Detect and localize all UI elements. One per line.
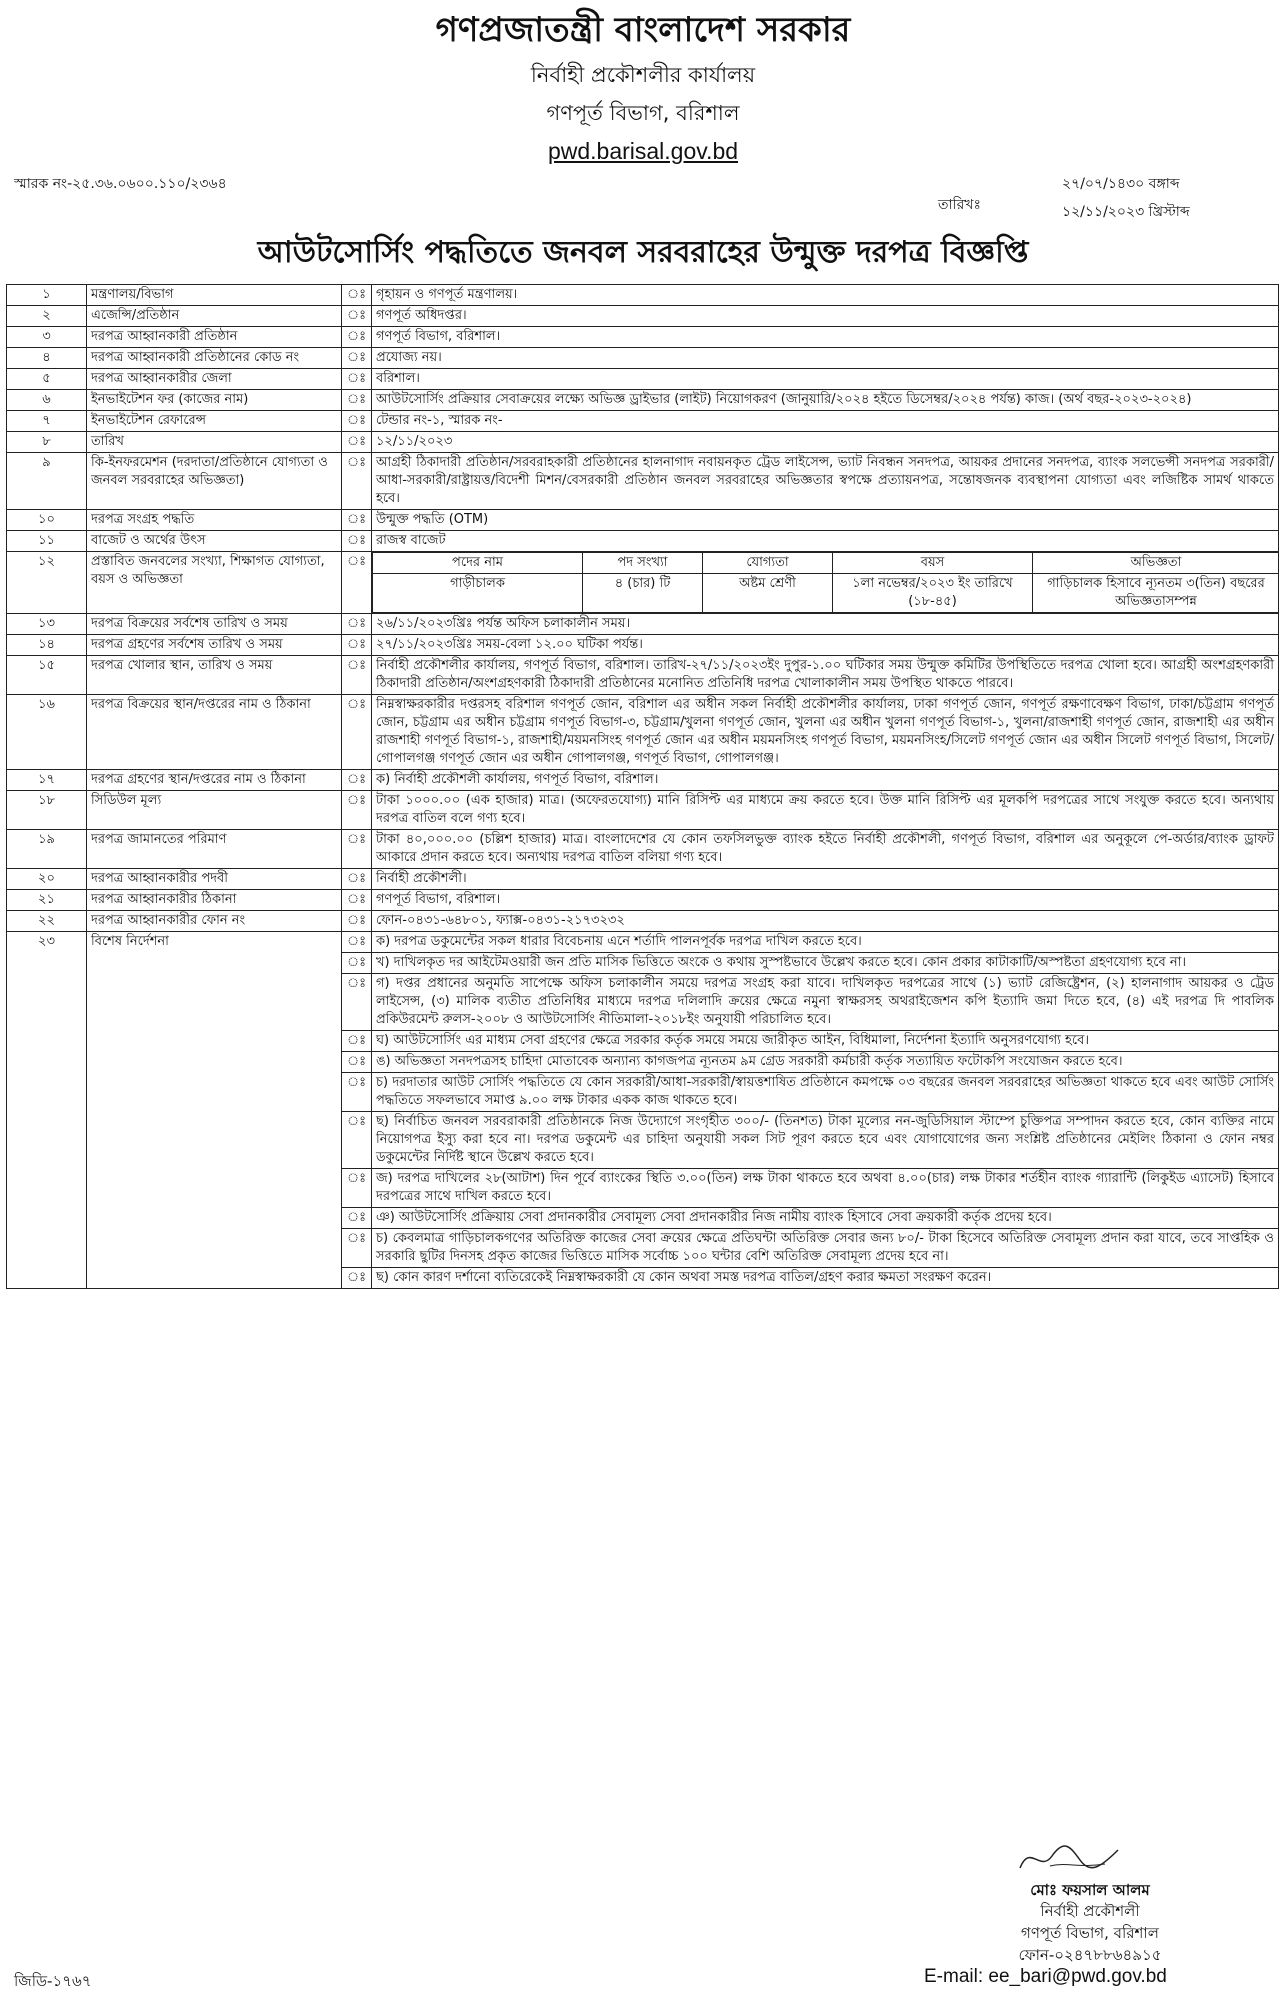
table-row [7,531,1279,552]
field-label: দরপত্র খোলার স্থান, তারিখ ও সময় [87,656,342,695]
colon-separator: ঃ [342,453,372,510]
table-row [7,306,1279,327]
table-row [7,791,1279,830]
table-row [7,656,1279,695]
serial-number: ১ [7,285,87,306]
field-label: মন্ত্রণালয়/বিভাগ [87,285,342,306]
colon-separator: ঃ [342,1208,372,1229]
serial-number: ১৫ [7,656,87,695]
special-instruction: খ) দাখিলকৃত দর আইটেমওয়ারী জন প্রতি মাসিক ভিত্তিতে অংকে ও কথায় সুস্পষ্টভাবে উল্লেখ করতে হবে। কোন প্রকার কাটাকাটি/অস্পষ্টতা গ্রহণযোগ্য হবে না। [372,953,1279,974]
table-row [7,911,1279,932]
manpower-data-row [373,574,1279,613]
field-label: কি-ইনফরমেশন (দরদাতা/প্রতিষ্ঠানে যোগ্যতা ও জনবল সরবরাহের অভিজ্ঞতা) [87,453,342,510]
serial-number: ৭ [7,411,87,432]
special-instruction: জ) দরপত্র দাখিলের ২৮(আটাশ) দিন পূর্বে ব্যাংকের স্থিতি ৩.০০(তিন) লক্ষ টাকা থাকতে হবে অথবা ৪.০০(চার) লক্ষ টাকার শর্তহীন ব্যাংক গ্যারান্টি (লিকুইড এ্যাসেট) হিসাবে দরপত্রের সাথে দাখিল করতে হবে। [372,1169,1279,1208]
field-label: দরপত্র জামানতের পরিমাণ [87,830,342,869]
serial-number: ২৩ [7,932,87,1289]
serial-number: ২০ [7,869,87,890]
manpower-table [372,552,1279,613]
memo-number: স্মারক নং-২৫.৩৬.০৬০০.১১০/২৩৬৪ [14,176,227,192]
signature-graphic [1010,1838,1130,1878]
field-label: এজেন্সি/প্রতিষ্ঠান [87,306,342,327]
colon-separator: ঃ [342,1073,372,1112]
special-instruction: ছ) কোন কারণ দর্শানো ব্যতিরেকেই নিম্নস্বাক্ষরকারী যে কোন অথবা সমস্ত দরপত্র বাতিল/গ্রহণ করার ক্ষমতা সংরক্ষণ করেন। [372,1268,1279,1289]
colon-separator: ঃ [342,432,372,453]
table-row [7,770,1279,791]
serial-number: ১১ [7,531,87,552]
colon-separator: ঃ [342,1268,372,1289]
table-row [7,369,1279,390]
colon-separator: ঃ [342,552,372,614]
serial-number: ৪ [7,348,87,369]
field-label: দরপত্র বিক্রয়ের স্থান/দপ্তরের নাম ও ঠিকানা [87,695,342,770]
serial-number: ১০ [7,510,87,531]
field-value: রাজস্ব বাজেট [372,531,1279,552]
field-value: টাকা ৪০,০০০.০০ (চল্লিশ হাজার) মাত্র। বাংলাদেশের যে কোন তফসিলভুক্ত ব্যাংক হইতে নির্বাহী প্রকৌশলী, গণপূর্ত বিভাগ, বরিশাল এর অনুকূলে পে-অর্ডার/ব্যাংক ড্রাফট আকারে প্রদান করতে হবে। অন্যথায় দরপত্র বাতিল বলিয়া গণ্য হবে। [372,830,1279,869]
field-label: তারিখ [87,432,342,453]
colon-separator: ঃ [342,306,372,327]
manpower-cell-value: গাড়ীচালক [373,574,583,613]
field-value: ১২/১১/২০২৩ [372,432,1279,453]
special-instruction: ক) দরপত্র ডকুমেন্টের সকল ধারার বিবেচনায় এনে শর্তাদি পালনপূর্বক দরপত্র দাখিল করতে হবে। [372,932,1279,953]
table-row [7,635,1279,656]
manpower-header: পদ সংখ্যা [583,553,703,574]
manpower-header: যোগ্যতা [703,553,833,574]
field-value: নির্বাহী প্রকৌশলীর কার্যালয়, গণপূর্ত বিভাগ, বরিশাল। তারিখ-২৭/১১/২০২৩ইং দুপুর-১.০০ ঘটিকার সময় উন্মুক্ত কমিটির উপস্থিতিতে দরপত্র খোলা হবে। আগ্রহী অংশগ্রহণকারী ঠিকাদারী প্রতিষ্ঠান/অংশগ্রহণকারী ঠিকাদারী প্রতিষ্ঠানের মনোনিত প্রতিনিধি দরপত্র খোলাকালীন সময় উপস্থিত থাকতে পারবে। [372,656,1279,695]
field-value: প্রযোজ্য নয়। [372,348,1279,369]
field-value: গৃহায়ন ও গণপূর্ত মন্ত্রণালয়। [372,285,1279,306]
special-instruction: ঞ) আউটসোর্সিং প্রক্রিয়ায় সেবা প্রদানকারীর সেবামূল্য সেবা প্রদানকারীর নিজ নামীয় ব্যাংক হিসাবে সেবা ক্রয়কারী কর্তৃক প্রদেয় হবে। [372,1208,1279,1229]
department-name: গণপূর্ত বিভাগ, বরিশাল [546,101,740,125]
serial-number: ১৭ [7,770,87,791]
field-value: গণপূর্ত বিভাগ, বরিশাল। [372,890,1279,911]
field-label: দরপত্র বিক্রয়ের সর্বশেষ তারিখ ও সময় [87,614,342,635]
serial-number: ১৬ [7,695,87,770]
serial-number: ১৯ [7,830,87,869]
colon-separator: ঃ [342,327,372,348]
field-label: প্রস্তাবিত জনবলের সংখ্যা, শিক্ষাগত যোগ্যতা, বয়স ও অভিজ্ঞতা [87,552,342,614]
colon-separator: ঃ [342,890,372,911]
serial-number: ২ [7,306,87,327]
government-title: গণপ্রজাতন্ত্রী বাংলাদেশ সরকার [435,10,851,50]
field-label: দরপত্র গ্রহণের স্থান/দপ্তরের নাম ও ঠিকানা [87,770,342,791]
manpower-header: পদের নাম [373,553,583,574]
date-bangla: ২৭/০৭/১৪৩০ বঙ্গাব্দ [1062,176,1180,192]
colon-separator: ঃ [342,510,372,531]
field-label: দরপত্র আহ্বানকারীর ফোন নং [87,911,342,932]
field-label: দরপত্র আহ্বানকারীর জেলা [87,369,342,390]
colon-separator: ঃ [342,791,372,830]
colon-separator: ঃ [342,369,372,390]
special-instruction: গ) দপ্তর প্রধানের অনুমতি সাপেক্ষে অফিস চলাকালীন সময়ে দরপত্র সংগ্রহ করা যাবে। দাখিলকৃত দরপত্রের সাথে (১) ভ্যাট রেজিষ্ট্রেশন, (২) হালনাগাদ আয়কর ও ট্রেড লাইসেন্স, (৩) মালিক ব্যতীত প্রতিনিধির মাধ্যমে দরপত্র দলিলাদি ক্রয়ের ক্ষেত্রে নমুনা স্বাক্ষরসহ অথরাইজেশন কপি ইত্যাদি জমা দিতে হবে, (৪) এই দরপত্র দি পাবলিক প্রকিউরমেন্ট রুলস-২০০৮ ও আউটসোর্সিং নীতিমালা-২০১৮ইং অনুযায়ী পরিচালিত হবে। [372,974,1279,1031]
colon-separator: ঃ [342,770,372,791]
serial-number: ৬ [7,390,87,411]
field-label: দরপত্র আহ্বানকারী প্রতিষ্ঠানের কোড নং [87,348,342,369]
website-link[interactable]: pwd.barisal.gov.bd [547,138,739,164]
colon-separator: ঃ [342,1112,372,1169]
colon-separator: ঃ [342,974,372,1031]
gd-code: জিডি-১৭৬৭ [14,1972,92,1990]
field-value: গণপূর্ত বিভাগ, বরিশাল। [372,327,1279,348]
field-value: নির্বাহী প্রকৌশলী। [372,869,1279,890]
table-row-manpower [7,552,1279,614]
colon-separator: ঃ [342,830,372,869]
field-value: নিম্নস্বাক্ষরকারীর দপ্তরসহ বরিশাল গণপূর্ত জোন, বরিশাল এর অধীন সকল নির্বাহী প্রকৌশলীর কার্যালয়, ঢাকা গণপূর্ত জোন, গণপূর্ত রক্ষণাবেক্ষণ বিভাগ, ঢাকা/চট্টগ্রাম গণপূর্ত জোন, চট্টগ্রাম এর অধীন চট্টগ্রাম গণপূর্ত বিভাগ-৩, চট্টগ্রাম/খুলনা গণপূর্ত জোন, খুলনা এর অধীন খুলনা গণপূর্ত বিভাগ-১, খুলনা/রাজশাহী গণপূর্ত জোন, রাজশাহী এর অধীন রাজশাহী গণপূর্ত বিভাগ-১, রাজশাহী/ময়মনসিংহ গণপূর্ত জোন এর অধীন ময়মনসিংহ গণপূর্ত বিভাগ, ময়মনসিংহ/সিলেট গণপূর্ত জোন এর অধীন সিলেট গণপূর্ত বিভাগ, সিলেট/গোপালগঞ্জ গণপূর্ত জোন এর অধীন গোপালগঞ্জ, গণপূর্ত বিভাগ, গোপালগঞ্জ। [372,695,1279,770]
field-label: ইনভাইটেশন রেফারেন্স [87,411,342,432]
field-value: আউটসোর্সিং প্রক্রিয়ার সেবাক্রয়ের লক্ষ্যে অভিজ্ঞ ড্রাইভার (লাইট) নিয়োগকরণ (জানুয়ারি/২০২৪ হইতে ডিসেম্বর/২০২৪ পর্যন্ত) কাজ। (অর্থ বছর-২০২৩-২০২৪) [372,390,1279,411]
serial-number: ২১ [7,890,87,911]
field-value: ফোন-০৪৩১-৬৪৮০১, ফ্যাক্স-০৪৩১-২১৭৩২৩২ [372,911,1279,932]
serial-number: ৩ [7,327,87,348]
manpower-cell-value: গাড়িচালক হিসাবে ন্যূনতম ৩(তিন) বছরের অভিজ্ঞতাসম্পন্ন [1033,574,1279,613]
colon-separator: ঃ [342,932,372,953]
colon-separator: ঃ [342,869,372,890]
colon-separator: ঃ [342,1031,372,1052]
field-label: সিডিউল মূল্য [87,791,342,830]
field-label: দরপত্র আহ্বানকারীর ঠিকানা [87,890,342,911]
field-value: ২৬/১১/২০২৩খ্রিঃ পর্যন্ত অফিস চলাকালীন সময়। [372,614,1279,635]
field-label: বাজেট ও অর্থের উৎস [87,531,342,552]
colon-separator: ঃ [342,635,372,656]
date-english: ১২/১১/২০২৩ খ্রিস্টাব্দ [1062,204,1190,220]
colon-separator: ঃ [342,1052,372,1073]
field-label: দরপত্র আহ্বানকারী প্রতিষ্ঠান [87,327,342,348]
serial-number: ১৩ [7,614,87,635]
colon-separator: ঃ [342,695,372,770]
date-label: তারিখঃ [938,197,981,213]
manpower-cell-value: ১লা নভেম্বর/২০২৩ ইং তারিখে (১৮-৪৫) [833,574,1033,613]
table-row [7,411,1279,432]
colon-separator: ঃ [342,285,372,306]
field-value: গণপূর্ত অধিদপ্তর। [372,306,1279,327]
colon-separator: ঃ [342,348,372,369]
table-row [7,510,1279,531]
table-row [7,327,1279,348]
field-value: আগ্রহী ঠিকাদারী প্রতিষ্ঠান/সরবরাহকারী প্রতিষ্ঠানের হালনাগাদ নবায়নকৃত ট্রেড লাইসেন্স, ভ্যাট নিবন্ধন সনদপত্র, আয়কর প্রদানের সনদপত্র, ব্যাংক সলভেন্সী সনদপত্র সরকারী/আধা-সরকারী/রাষ্ট্রায়ত্ত/বিদেশী মিশন/বেসরকারী প্রতিষ্ঠান জনবল সরবরাহের অভিজ্ঞতার স্বপক্ষে প্রত্যায়নপত্র, সন্তোষজনক ব্যবস্থাপনা যোগ্যতা এবং লজিষ্টিক সামর্থ থাকতে হবে। [372,453,1279,510]
manpower-header-row [373,553,1279,574]
colon-separator: ঃ [342,531,372,552]
colon-separator: ঃ [342,1169,372,1208]
serial-number: ৫ [7,369,87,390]
manpower-header: অভিজ্ঞতা [1033,553,1279,574]
signatory-designation: নির্বাহী প্রকৌশলী [1040,1902,1140,1920]
colon-separator: ঃ [342,390,372,411]
special-instruction: চ) দরদাতার আউট সোর্সিং পদ্ধতিতে যে কোন সরকারী/আধা-সরকারী/স্বায়ত্তশাষিত প্রতিষ্ঠানে কমপক্ষে ০৩ বছরের জনবল সরবরাহের অভিজ্ঞতা থাকতে হবে এবং আউট সোর্সিং পদ্ধতিতে সফলভাবে সমাপ্ত ৯.০০ লক্ষ টাকার একক কাজ থাকতে হবে। [372,1073,1279,1112]
table-row [7,348,1279,369]
field-label: ইনভাইটেশন ফর (কাজের নাম) [87,390,342,411]
colon-separator: ঃ [342,614,372,635]
special-instruction-row [7,932,1279,953]
table-row [7,830,1279,869]
field-value: ক) নির্বাহী প্রকৌশলী কার্যালয়, গণপূর্ত বিভাগ, বরিশাল। [372,770,1279,791]
notice-table [6,284,1279,1289]
special-instruction: ঘ) আউটসোর্সিং এর মাধ্যম সেবা গ্রহণের ক্ষেত্রে সরকার কর্তৃক সময়ে সময়ে জারীকৃত আইন, বিধিমালা, নির্দেশনা ইত্যাদি অনুসরণযোগ্য হবে। [372,1031,1279,1052]
table-row [7,390,1279,411]
field-value: টাকা ১০০০.০০ (এক হাজার) মাত্র। (অফেরতযোগ্য) মানি রিসিপ্ট এর মাধ্যমে ক্রয় করতে হবে। উক্ত মানি রিসিপ্ট এর মূলকপি দরপত্রের সাথে সংযুক্ত করতে হবে। অন্যথায় দরপত্র বাতিল বলে গণ্য হবে। [372,791,1279,830]
signatory-phone: ফোন-০২৪৭৮৮৬৪৯১৫ [1018,1946,1162,1964]
table-row [7,285,1279,306]
manpower-header: বয়স [833,553,1033,574]
colon-separator: ঃ [342,656,372,695]
serial-number: ৮ [7,432,87,453]
special-instruction: ঙ) অভিজ্ঞতা সনদপত্রসহ চাহিদা মোতাবেক অন্যান্য কাগজপত্র ন্যূনতম ৯ম গ্রেড সরকারী কর্মচারী কর্তৃক সত্যায়িত ফটোকপি সংযোজন করতে হবে। [372,1052,1279,1073]
manpower-cell-value: ৪ (চার) টি [583,574,703,613]
serial-number: ১৮ [7,791,87,830]
signatory-office: গণপূর্ত বিভাগ, বরিশাল [1021,1924,1159,1942]
signatory-name: মোঃ ফয়সাল আলম [1030,1881,1150,1899]
notice-title: আউটসোর্সিং পদ্ধতিতে জনবল সরবরাহের উন্মুক্ত দরপত্র বিজ্ঞপ্তি [257,235,1029,270]
table-row [7,869,1279,890]
office-name: নির্বাহী প্রকৌশলীর কার্যালয় [530,63,756,87]
colon-separator: ঃ [342,911,372,932]
field-label: দরপত্র আহ্বানকারীর পদবী [87,869,342,890]
special-instruction: চ) কেবলমাত্র গাড়িচালকগণের অতিরিক্ত কাজের সেবা ক্রয়ের ক্ষেত্রে প্রতিঘন্টা অতিরিক্ত সেবার জন্য ৮০/- টাকা হিসেবে অতিরিক্ত সেবামূল্য প্রদান করা যাবে, তবে সাপ্তহিক ও সরকারি ছুটির দিনসহ প্রকৃত কাজের ভিত্তিতে মাসিক সর্বোচ্চ ১০০ ঘন্টার বেশি অতিরিক্ত সেবামূল্য প্রদেয় হবে না। [372,1229,1279,1268]
table-row [7,695,1279,770]
contact-email[interactable]: E-mail: ee_bari@pwd.gov.bd [924,1966,1167,1987]
special-instruction: ছ) নির্বাচিত জনবল সরবরাকারী প্রতিষ্ঠানকে নিজ উদ্যোগে সংগৃহীত ৩০০/- (তিনশত) টাকা মূল্যের নন-জুডিসিয়াল স্টাম্পে চুক্তিপত্র সম্পাদন করতে হবে, কোন ব্যক্তির নামে নিয়োগপত্র ইস্যু করা হবে না। দরপত্র ডকুমেন্ট এর চাহিদা অনুযায়ী সকল সিট পূরণ করতে হবে এবং যোগাযোগের জন্য সংশ্লিষ্ট প্রতিষ্ঠানের মেইলিং ঠিকানা ও ফোন নম্বর ডকুমেন্টের নির্দিষ্ট স্থানে উল্লেখ করতে হবে। [372,1112,1279,1169]
colon-separator: ঃ [342,411,372,432]
manpower-cell-value: অষ্টম শ্রেণী [703,574,833,613]
field-label: বিশেষ নির্দেশনা [87,932,342,1289]
serial-number: ২২ [7,911,87,932]
table-row [7,890,1279,911]
field-label: দরপত্র সংগ্রহ পদ্ধতি [87,510,342,531]
serial-number: ১২ [7,552,87,614]
manpower-cell [372,552,1279,614]
table-row [7,614,1279,635]
serial-number: ৯ [7,453,87,510]
colon-separator: ঃ [342,953,372,974]
serial-number: ১৪ [7,635,87,656]
field-label: দরপত্র গ্রহণের সর্বশেষ তারিখ ও সময় [87,635,342,656]
field-value: টেন্ডার নং-১, স্মারক নং- [372,411,1279,432]
field-value: উন্মুক্ত পদ্ধতি (OTM) [372,510,1279,531]
table-row [7,453,1279,510]
table-row [7,432,1279,453]
colon-separator: ঃ [342,1229,372,1268]
field-value: ২৭/১১/২০২৩খ্রিঃ সময়-বেলা ১২.০০ ঘটিকা পর্যন্ত। [372,635,1279,656]
field-value: বরিশাল। [372,369,1279,390]
